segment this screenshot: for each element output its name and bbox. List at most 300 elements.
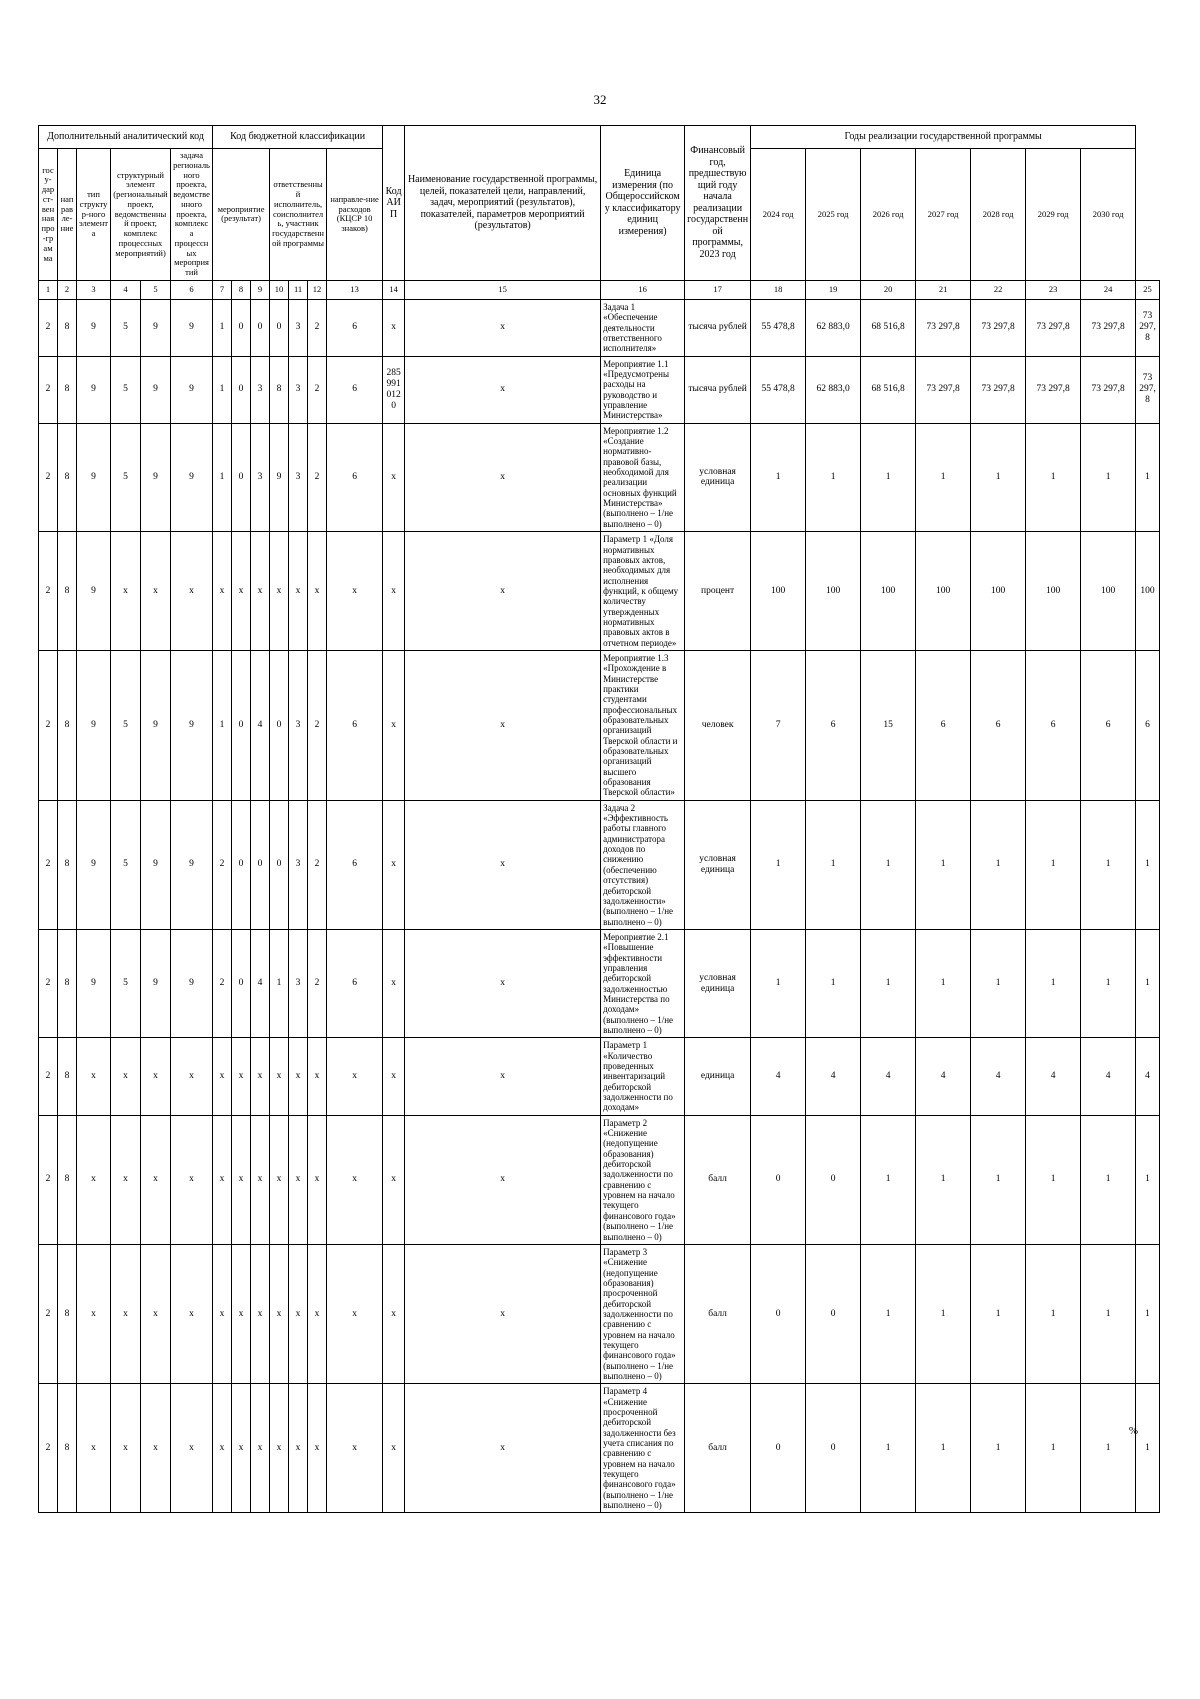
code-cell: x [405, 800, 601, 929]
column-number-cell: 13 [327, 280, 383, 299]
header-analytic-code: Дополнительный аналитический код [39, 126, 213, 149]
code-cell: 2 [39, 1244, 58, 1383]
code-cell: x [232, 1244, 251, 1383]
year-value-cell: 1 [1136, 1115, 1160, 1244]
header-direction: направле-ние [58, 149, 77, 281]
code-cell: x [327, 532, 383, 651]
column-number-cell: 2 [58, 280, 77, 299]
year-value-cell: 0 [806, 1244, 861, 1383]
code-cell: x [327, 1038, 383, 1115]
code-cell: 2 [308, 650, 327, 800]
code-cell: 8 [58, 800, 77, 929]
column-number-cell: 9 [251, 280, 270, 299]
code-cell: 9 [171, 650, 213, 800]
table-row [39, 299, 1160, 356]
header-state-program: госу-дарст-венная про-грамма [39, 149, 58, 281]
column-number-cell: 20 [861, 280, 916, 299]
column-number-cell: 18 [751, 280, 806, 299]
code-cell: 8 [58, 1384, 77, 1513]
code-cell: 2 [213, 929, 232, 1037]
year-value-cell: 1 [1026, 1384, 1081, 1513]
year-value-cell: 1 [1136, 1244, 1160, 1383]
code-cell: x [141, 1038, 171, 1115]
year-value-cell: 1 [1026, 800, 1081, 929]
code-cell: 5 [111, 929, 141, 1037]
table-row [39, 800, 1160, 929]
table-row [39, 650, 1160, 800]
unit-cell: процент [685, 532, 751, 651]
year-value-cell: 62 883,0 [806, 356, 861, 423]
code-cell: x [213, 1115, 232, 1244]
code-cell: x [141, 532, 171, 651]
year-value-cell: 1 [806, 800, 861, 929]
code-cell: x [289, 1038, 308, 1115]
table-body [39, 299, 1160, 1513]
item-name-cell: Параметр 2 «Снижение (недопущение образования) дебиторской задолженности по сравнению с уровнем на начало текущего финансового года» (выполнено – 1/не выполнено – 0) [601, 1115, 685, 1244]
code-cell: x [405, 299, 601, 356]
unit-cell: балл [685, 1115, 751, 1244]
code-cell: x [111, 1115, 141, 1244]
table-row [39, 532, 1160, 651]
header-row-top [39, 126, 1160, 149]
year-value-cell: 1 [916, 423, 971, 531]
code-cell: x [383, 800, 405, 929]
column-number-cell: 23 [1026, 280, 1081, 299]
page-number: 32 [593, 92, 607, 107]
code-cell: x [383, 1115, 405, 1244]
year-value-cell: 1 [861, 1244, 916, 1383]
year-value-cell: 100 [971, 532, 1026, 651]
code-cell: 0 [232, 650, 251, 800]
item-name-cell: Задача 2 «Эффективность работы главного администратора доходов по снижению (обеспечению отсутствия) дебиторской задолженности» (выполнено – 1/не выполнено – 0) [601, 800, 685, 929]
code-cell: 2 [39, 1038, 58, 1115]
code-cell: x [232, 1384, 251, 1513]
year-value-cell: 1 [1136, 423, 1160, 531]
column-number-cell: 17 [685, 280, 751, 299]
code-cell: 4 [251, 650, 270, 800]
code-cell: x [77, 1244, 111, 1383]
code-cell: 9 [141, 650, 171, 800]
code-cell: 2 [308, 423, 327, 531]
year-value-cell: 6 [971, 650, 1026, 800]
year-value-cell: 1 [971, 1384, 1026, 1513]
code-cell: 2859910120 [383, 356, 405, 423]
code-cell: 6 [327, 356, 383, 423]
code-cell: 6 [327, 800, 383, 929]
code-cell: x [77, 1384, 111, 1513]
header-program-years: Годы реализации государственной программы [751, 126, 1136, 149]
code-cell: 0 [232, 356, 251, 423]
year-value-cell: 1 [1026, 1244, 1081, 1383]
header-year-2024: 2024 год [751, 149, 806, 281]
code-cell: 2 [308, 299, 327, 356]
code-cell: x [111, 1038, 141, 1115]
code-cell: x [383, 1038, 405, 1115]
code-cell: 9 [171, 299, 213, 356]
code-cell: x [213, 1038, 232, 1115]
code-cell: 9 [141, 800, 171, 929]
year-value-cell: 4 [1081, 1038, 1136, 1115]
unit-cell: тысяча рублей [685, 356, 751, 423]
code-cell: x [171, 532, 213, 651]
code-cell: 5 [111, 356, 141, 423]
code-cell: 9 [77, 532, 111, 651]
year-value-cell: 1 [1081, 423, 1136, 531]
code-cell: 9 [77, 650, 111, 800]
code-cell: x [289, 1115, 308, 1244]
year-value-cell: 1 [1026, 929, 1081, 1037]
code-cell: 1 [213, 650, 232, 800]
year-value-cell: 1 [971, 1115, 1026, 1244]
code-cell: x [289, 1244, 308, 1383]
base-year-value-cell: 1 [751, 929, 806, 1037]
base-year-value-cell: 0 [751, 1384, 806, 1513]
code-cell: 5 [111, 650, 141, 800]
table-row [39, 1038, 1160, 1115]
year-value-cell: 4 [806, 1038, 861, 1115]
code-cell: 2 [308, 800, 327, 929]
code-cell: 3 [289, 929, 308, 1037]
year-value-cell: 73 297,8 [916, 356, 971, 423]
code-cell: x [141, 1115, 171, 1244]
item-name-cell: Параметр 1 «Доля нормативных правовых актов, необходимых для исполнения функций, к общему количеству утвержденных нормативных правовых актов в отчетном периоде» [601, 532, 685, 651]
code-cell: 9 [77, 800, 111, 929]
header-name: Наименование государственной программы, целей, показателей цели, направлений, задач, мероприятий (результатов), показателей, параметров мероприятий (результатов) [405, 126, 601, 281]
code-cell: x [171, 1115, 213, 1244]
code-cell: 9 [171, 356, 213, 423]
unit-cell: условная единица [685, 929, 751, 1037]
year-value-cell: 0 [806, 1115, 861, 1244]
table-row [39, 1115, 1160, 1244]
column-number-cell: 4 [111, 280, 141, 299]
code-cell: 0 [270, 800, 289, 929]
code-cell: x [171, 1244, 213, 1383]
year-value-cell: 100 [1026, 532, 1081, 651]
column-number-cell: 6 [171, 280, 213, 299]
year-value-cell: 73 297,8 [1026, 299, 1081, 356]
code-cell: 4 [251, 929, 270, 1037]
column-number-cell: 21 [916, 280, 971, 299]
code-cell: 9 [171, 423, 213, 531]
code-cell: x [405, 1115, 601, 1244]
code-cell: x [383, 1384, 405, 1513]
code-cell: 3 [251, 356, 270, 423]
code-cell: x [77, 1038, 111, 1115]
column-number-cell: 16 [601, 280, 685, 299]
year-value-cell: 1 [806, 929, 861, 1037]
base-year-value-cell: 0 [751, 1244, 806, 1383]
code-cell: 5 [111, 423, 141, 531]
code-cell: 2 [39, 532, 58, 651]
item-name-cell: Задача 1 «Обеспечение деятельности ответственного исполнителя» [601, 299, 685, 356]
header-expense-direction: направле-ние расходов (КЦСР 10 знаков) [327, 149, 383, 281]
column-number-cell: 3 [77, 280, 111, 299]
column-number-cell: 10 [270, 280, 289, 299]
margin-mark: % [1128, 1425, 1138, 1437]
item-name-cell: Параметр 4 «Снижение просроченной дебиторской задолженности без учета списания по сравнению с уровнем на начало текущего финансового года» (выполнено – 1/не выполнено – 0) [601, 1384, 685, 1513]
code-cell: x [405, 532, 601, 651]
code-cell: 0 [232, 299, 251, 356]
code-cell: 9 [77, 929, 111, 1037]
code-cell: 0 [251, 299, 270, 356]
program-table [38, 125, 1160, 1513]
unit-cell: единица [685, 1038, 751, 1115]
column-number-cell: 11 [289, 280, 308, 299]
unit-cell: тысяча рублей [685, 299, 751, 356]
code-cell: x [308, 1115, 327, 1244]
year-value-cell: 1 [1081, 1115, 1136, 1244]
code-cell: x [77, 1115, 111, 1244]
header-year-2029: 2029 год [1026, 149, 1081, 281]
year-value-cell: 4 [861, 1038, 916, 1115]
code-cell: x [405, 356, 601, 423]
column-number-cell: 8 [232, 280, 251, 299]
code-cell: 2 [39, 800, 58, 929]
year-value-cell: 1 [916, 929, 971, 1037]
code-cell: x [405, 1038, 601, 1115]
code-cell: x [405, 1244, 601, 1383]
code-cell: x [251, 532, 270, 651]
year-value-cell: 15 [861, 650, 916, 800]
year-value-cell: 73 297,8 [971, 299, 1026, 356]
code-cell: x [383, 650, 405, 800]
header-base-year: Финансовый год, предшествующий году начала реализации государственной программы, 2023 год [685, 126, 751, 281]
code-cell: x [289, 1384, 308, 1513]
program-table-wrapper [38, 125, 1160, 1513]
year-value-cell: 4 [1026, 1038, 1081, 1115]
year-value-cell: 1 [916, 1244, 971, 1383]
code-cell: 3 [289, 423, 308, 531]
code-cell: 2 [39, 423, 58, 531]
unit-cell: условная единица [685, 800, 751, 929]
unit-cell: человек [685, 650, 751, 800]
year-value-cell: 1 [971, 800, 1026, 929]
code-cell: x [251, 1038, 270, 1115]
code-cell: x [232, 532, 251, 651]
code-cell: 2 [39, 650, 58, 800]
code-cell: 9 [171, 929, 213, 1037]
code-cell: x [289, 532, 308, 651]
year-value-cell: 62 883,0 [806, 299, 861, 356]
year-value-cell: 100 [861, 532, 916, 651]
code-cell: 8 [270, 356, 289, 423]
base-year-value-cell: 55 478,8 [751, 356, 806, 423]
code-cell: 9 [77, 299, 111, 356]
header-year-2025: 2025 год [806, 149, 861, 281]
year-value-cell: 0 [806, 1384, 861, 1513]
code-cell: 1 [213, 356, 232, 423]
code-cell: 0 [251, 800, 270, 929]
year-value-cell: 100 [1081, 532, 1136, 651]
code-cell: 9 [77, 423, 111, 531]
code-cell: 0 [232, 929, 251, 1037]
year-value-cell: 4 [971, 1038, 1026, 1115]
year-value-cell: 1 [1136, 1384, 1160, 1513]
code-cell: 1 [270, 929, 289, 1037]
code-cell: 6 [327, 650, 383, 800]
year-value-cell: 1 [861, 1115, 916, 1244]
code-cell: 5 [111, 299, 141, 356]
code-cell: 8 [58, 650, 77, 800]
item-name-cell: Мероприятие 1.1 «Предусмотрены расходы на руководство и управление Министерства» [601, 356, 685, 423]
code-cell: 0 [270, 299, 289, 356]
code-cell: 9 [141, 299, 171, 356]
code-cell: 8 [58, 356, 77, 423]
year-value-cell: 1 [971, 929, 1026, 1037]
code-cell: 2 [39, 929, 58, 1037]
code-cell: 2 [213, 800, 232, 929]
code-cell: x [327, 1115, 383, 1244]
code-cell: 8 [58, 532, 77, 651]
code-cell: 3 [289, 800, 308, 929]
header-year-2027: 2027 год [916, 149, 971, 281]
code-cell: x [308, 1038, 327, 1115]
code-cell: 9 [141, 423, 171, 531]
column-number-cell: 25 [1136, 280, 1160, 299]
code-cell: 9 [171, 800, 213, 929]
year-value-cell: 6 [916, 650, 971, 800]
year-value-cell: 100 [916, 532, 971, 651]
code-cell: 8 [58, 929, 77, 1037]
base-year-value-cell: 55 478,8 [751, 299, 806, 356]
code-cell: 3 [289, 356, 308, 423]
table-row [39, 929, 1160, 1037]
code-cell: 8 [58, 1115, 77, 1244]
item-name-cell: Параметр 1 «Количество проведенных инвентаризаций дебиторской задолженности по доходам» [601, 1038, 685, 1115]
year-value-cell: 73 297,8 [971, 356, 1026, 423]
year-value-cell: 68 516,8 [861, 299, 916, 356]
code-cell: x [171, 1038, 213, 1115]
year-value-cell: 1 [861, 423, 916, 531]
column-number-cell: 1 [39, 280, 58, 299]
year-value-cell: 4 [916, 1038, 971, 1115]
code-cell: x [405, 1384, 601, 1513]
year-value-cell: 1 [916, 1384, 971, 1513]
year-value-cell: 1 [861, 1384, 916, 1513]
code-cell: x [327, 1244, 383, 1383]
code-cell: x [405, 650, 601, 800]
code-cell: x [405, 423, 601, 531]
code-cell: x [251, 1384, 270, 1513]
year-value-cell: 73 297,8 [1136, 299, 1160, 356]
header-aip-code: Код АИП [383, 126, 405, 281]
year-value-cell: 1 [1136, 929, 1160, 1037]
year-value-cell: 1 [1136, 800, 1160, 929]
code-cell: x [111, 1244, 141, 1383]
table-row [39, 423, 1160, 531]
year-value-cell: 1 [916, 800, 971, 929]
year-value-cell: 73 297,8 [916, 299, 971, 356]
year-value-cell: 6 [806, 650, 861, 800]
code-cell: 3 [251, 423, 270, 531]
year-value-cell: 4 [1136, 1038, 1160, 1115]
unit-cell: балл [685, 1384, 751, 1513]
code-cell: x [308, 1384, 327, 1513]
year-value-cell: 1 [1081, 1384, 1136, 1513]
item-name-cell: Параметр 3 «Снижение (недопущение образования) просроченной дебиторской задолженности по сравнению с уровнем на начало текущего финансового года» (выполнено – 1/не выполнено – 0) [601, 1244, 685, 1383]
code-cell: x [251, 1115, 270, 1244]
code-cell: 2 [39, 299, 58, 356]
code-cell: 1 [213, 299, 232, 356]
code-cell: 2 [39, 356, 58, 423]
code-cell: x [383, 929, 405, 1037]
code-cell: 8 [58, 299, 77, 356]
year-value-cell: 1 [1081, 1244, 1136, 1383]
column-number-cell: 15 [405, 280, 601, 299]
code-cell: x [383, 1244, 405, 1383]
base-year-value-cell: 100 [751, 532, 806, 651]
table-row [39, 1384, 1160, 1513]
code-cell: x [383, 423, 405, 531]
header-executor: ответственный исполнитель, соисполнитель, участник государственной программы [270, 149, 327, 281]
code-cell: x [270, 1244, 289, 1383]
year-value-cell: 100 [1136, 532, 1160, 651]
code-cell: x [405, 929, 601, 1037]
header-budget-code: Код бюджетной классификации [213, 126, 383, 149]
code-cell: x [251, 1244, 270, 1383]
year-value-cell: 68 516,8 [861, 356, 916, 423]
code-cell: 3 [289, 650, 308, 800]
code-cell: x [327, 1384, 383, 1513]
year-value-cell: 1 [916, 1115, 971, 1244]
code-cell: x [141, 1244, 171, 1383]
code-cell: 6 [327, 929, 383, 1037]
code-cell: 0 [232, 423, 251, 531]
column-number-row [39, 280, 1160, 299]
column-number-cell: 24 [1081, 280, 1136, 299]
code-cell: 2 [308, 356, 327, 423]
year-value-cell: 6 [1026, 650, 1081, 800]
code-cell: 2 [39, 1384, 58, 1513]
code-cell: 6 [327, 423, 383, 531]
header-unit: Единица измерения (по Общероссийскому классификатору единиц измерения) [601, 126, 685, 281]
code-cell: 1 [213, 423, 232, 531]
header-element-type: тип структур-ного элемента [77, 149, 111, 281]
table-row [39, 1244, 1160, 1383]
code-cell: x [308, 532, 327, 651]
code-cell: 9 [77, 356, 111, 423]
header-project-task: задача регионального проекта, ведомственного проекта, комплекса процессных мероприятий [171, 149, 213, 281]
code-cell: 9 [141, 929, 171, 1037]
code-cell: x [232, 1115, 251, 1244]
year-value-cell: 1 [861, 800, 916, 929]
base-year-value-cell: 0 [751, 1115, 806, 1244]
code-cell: x [213, 1244, 232, 1383]
year-value-cell: 1 [806, 423, 861, 531]
code-cell: 8 [58, 1038, 77, 1115]
year-value-cell: 1 [1026, 423, 1081, 531]
year-value-cell: 6 [1136, 650, 1160, 800]
code-cell: x [383, 532, 405, 651]
code-cell: x [270, 1038, 289, 1115]
column-number-cell: 7 [213, 280, 232, 299]
year-value-cell: 1 [1026, 1115, 1081, 1244]
year-value-cell: 1 [971, 423, 1026, 531]
header-year-2030: 2030 год [1081, 149, 1136, 281]
code-cell: 3 [289, 299, 308, 356]
code-cell: 2 [39, 1115, 58, 1244]
code-cell: x [232, 1038, 251, 1115]
column-number-cell: 22 [971, 280, 1026, 299]
year-value-cell: 1 [1081, 800, 1136, 929]
item-name-cell: Мероприятие 2.1 «Повышение эффективности управления дебиторской задолженностью Министерства по доходам» (выполнено – 1/не выполнено – 0) [601, 929, 685, 1037]
column-number-cell: 12 [308, 280, 327, 299]
item-name-cell: Мероприятие 1.3 «Прохождение в Министерстве практики студентами профессиональных образовательных организаций Тверской области и образовательных организаций высшего образования Тверской области» [601, 650, 685, 800]
year-value-cell: 73 297,8 [1136, 356, 1160, 423]
code-cell: 6 [327, 299, 383, 356]
year-value-cell: 73 297,8 [1081, 299, 1136, 356]
code-cell: 9 [141, 356, 171, 423]
